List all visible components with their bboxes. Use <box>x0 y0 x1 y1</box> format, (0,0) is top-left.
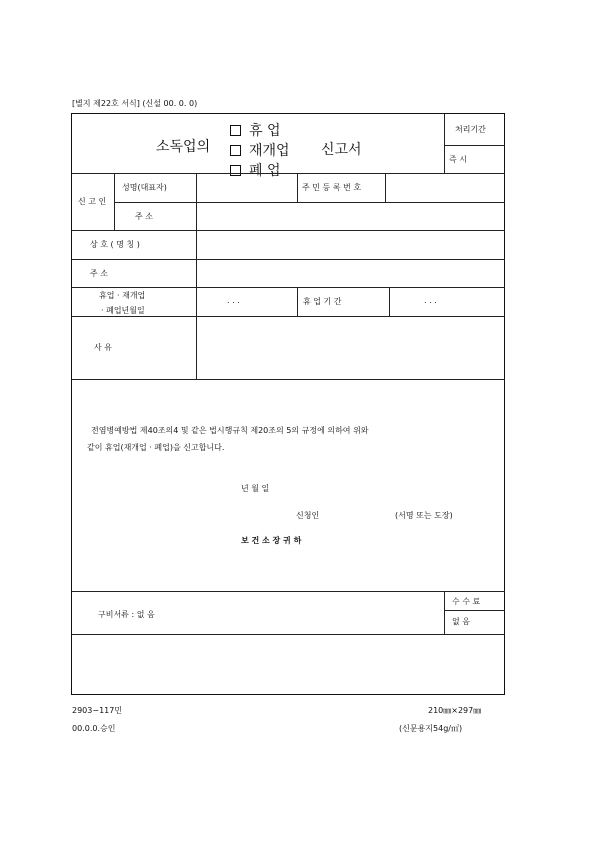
report-form <box>71 113 505 695</box>
business-address-field[interactable] <box>197 260 504 286</box>
declaration-text-line2: 같이 휴업(재개업 · 폐업)을 신고합니다. <box>87 443 225 452</box>
applicant-sign-label: 신청인 <box>296 511 320 520</box>
row-line <box>72 379 505 380</box>
fee-label: 수 수 료 <box>452 597 481 606</box>
col-line <box>389 287 390 316</box>
fee-value: 없 음 <box>452 617 470 626</box>
name-field[interactable] <box>197 174 296 201</box>
col-line <box>114 173 115 230</box>
attachments-label: 구비서류 : 없 음 <box>98 610 155 619</box>
form-number: 2903−117민 <box>72 706 123 715</box>
checkbox-suspension[interactable] <box>230 125 241 136</box>
checkbox-reopening[interactable] <box>230 145 241 156</box>
declaration-text-line1: 전염병예방법 제40조의4 및 같은 법시행규칙 제20조의 5의 규정에 의하여 위와 <box>91 426 369 435</box>
rrn-label: 주 민 등 록 번 호 <box>302 183 362 192</box>
date-field[interactable]: . . . <box>227 296 240 305</box>
divider <box>444 114 445 173</box>
title-suffix: 신고서 <box>321 142 362 158</box>
approval-note: 00.0.0.승인 <box>72 724 116 733</box>
row-line <box>72 287 505 288</box>
date-label-line1: 휴업 · 재개업 <box>99 291 146 300</box>
form-header-note: [별지 제22호 서식] (신설 00. 0. 0) <box>72 99 198 108</box>
option-closure[interactable]: 폐 업 <box>230 160 281 170</box>
processing-period-value: 즉 시 <box>449 155 467 164</box>
applicant-address-field[interactable] <box>197 203 504 229</box>
paper-type: (신문용지54g/㎡) <box>399 724 463 733</box>
business-address-label: 주 소 <box>90 269 108 278</box>
divider <box>444 145 505 146</box>
col-line <box>297 173 298 202</box>
name-label: 성명(대표자) <box>122 183 167 192</box>
applicant-address-label: 주 소 <box>135 212 153 221</box>
col-line <box>297 287 298 316</box>
declaration-date: 년 월 일 <box>241 484 270 493</box>
period-label: 휴 업 기 간 <box>303 297 342 306</box>
addressee: 보 건 소 장 귀 하 <box>241 536 302 545</box>
applicant-label: 신 고 인 <box>78 197 107 206</box>
option-reopening[interactable]: 재개업 <box>230 140 290 160</box>
business-name-label: 상 호 ( 명 칭 ) <box>90 240 140 249</box>
processing-period-label: 처리기간 <box>455 125 486 134</box>
date-label-line2: · 폐업년월일 <box>101 306 145 315</box>
business-name-field[interactable] <box>197 231 504 258</box>
reason-label: 사 유 <box>94 343 112 352</box>
title-prefix: 소독업의 <box>156 139 211 155</box>
signature-note: (서명 또는 도장) <box>395 511 453 520</box>
row-line <box>444 610 505 611</box>
row-line <box>72 634 505 635</box>
reason-field[interactable] <box>197 317 504 378</box>
option-suspension[interactable]: 휴 업 <box>230 120 281 140</box>
col-line <box>444 591 445 634</box>
period-field[interactable]: . . . <box>424 296 437 305</box>
rrn-field[interactable] <box>386 174 504 201</box>
paper-size: 210㎜×297㎜ <box>428 706 482 715</box>
row-line <box>72 591 505 592</box>
